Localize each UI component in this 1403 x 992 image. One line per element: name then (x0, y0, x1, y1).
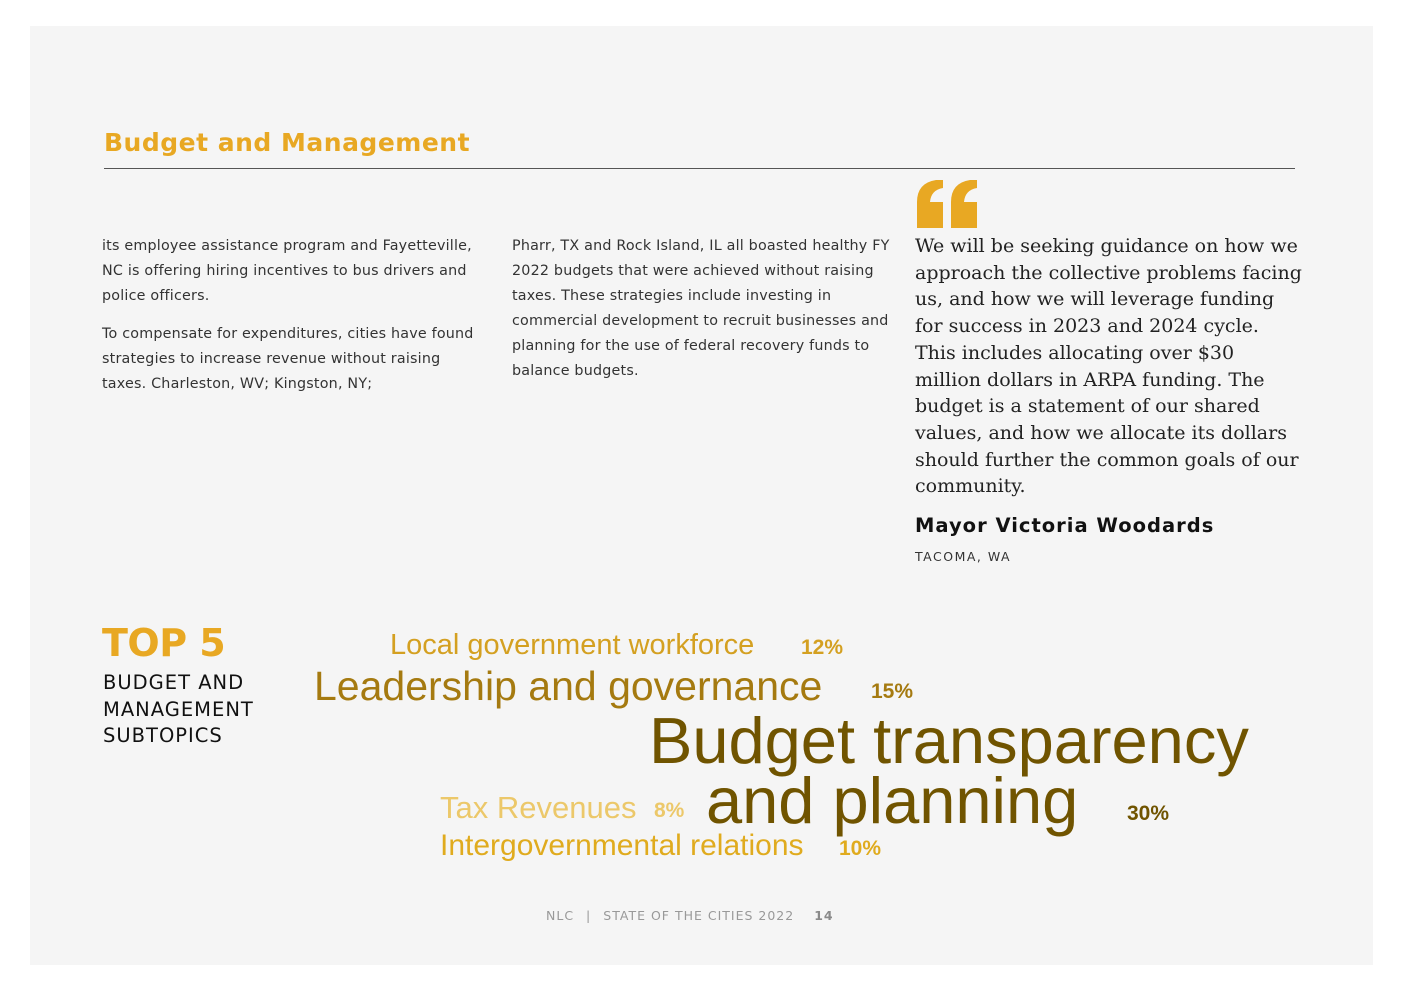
page (30, 26, 1373, 965)
quote-mark-icon (915, 178, 981, 230)
body-column-1 (102, 234, 487, 410)
word-and-planning: and planning (706, 764, 1079, 837)
pull-quote: We will be seeking guidance on how we approach the collective problems facing us, and how we will leverage funding for success in 2023 and 2024 cycle. This includes allocating over $30 million dollars in ARPA funding. The budget is a statement of our shared values, and how we allocate its dollars should further the common goals of our community. (915, 235, 1302, 498)
word-leadership-and-governance: Leadership and governance (314, 663, 823, 709)
top5-subheading: BUDGET AND MANAGEMENT SUBTOPICS (103, 671, 254, 747)
section-title: Budget and Management (104, 128, 471, 157)
paragraph: To compensate for expenditures, cities have found strategies to increase revenue without raising taxes. Charleston, WV; Kingston, NY; (102, 326, 474, 392)
word-tax-revenues: Tax Revenues (440, 790, 637, 825)
percent-budget-transparency-and-planning: 30% (1127, 802, 1170, 825)
top5-heading: TOP 5 (102, 621, 226, 665)
page-number: 14 (814, 908, 834, 923)
word-intergovernmental-relations: Intergovernmental relations (440, 829, 804, 862)
word-local-government-workforce: Local government workforce (390, 629, 755, 661)
percent-intergovernmental-relations: 10% (839, 837, 882, 860)
percent-tax-revenues: 8% (654, 799, 685, 822)
percent-local-government-workforce: 12% (801, 636, 844, 659)
quote-attribution-name: Mayor Victoria Woodards (915, 514, 1215, 537)
body-column-2 (512, 234, 897, 397)
paragraph: Pharr, TX and Rock Island, IL all boasted healthy FY 2022 budgets that were achieved without raising taxes. These strategies include investing in commercial development to recruit businesses and planning for the use of federal recovery funds to balance budgets. (512, 238, 890, 379)
percent-leadership-and-governance: 15% (871, 680, 914, 703)
footer-separator: | (586, 908, 592, 923)
footer-publication: STATE OF THE CITIES 2022 (603, 908, 795, 923)
word-budget-transparency: Budget transparency (649, 704, 1249, 777)
footer-org: NLC (546, 908, 575, 923)
section-divider (104, 168, 1295, 169)
paragraph: its employee assistance program and Fayetteville, NC is offering hiring incentives to bus drivers and police officers. (102, 238, 472, 304)
page-footer (546, 908, 834, 923)
quote-attribution-location: TACOMA, WA (915, 549, 1012, 564)
